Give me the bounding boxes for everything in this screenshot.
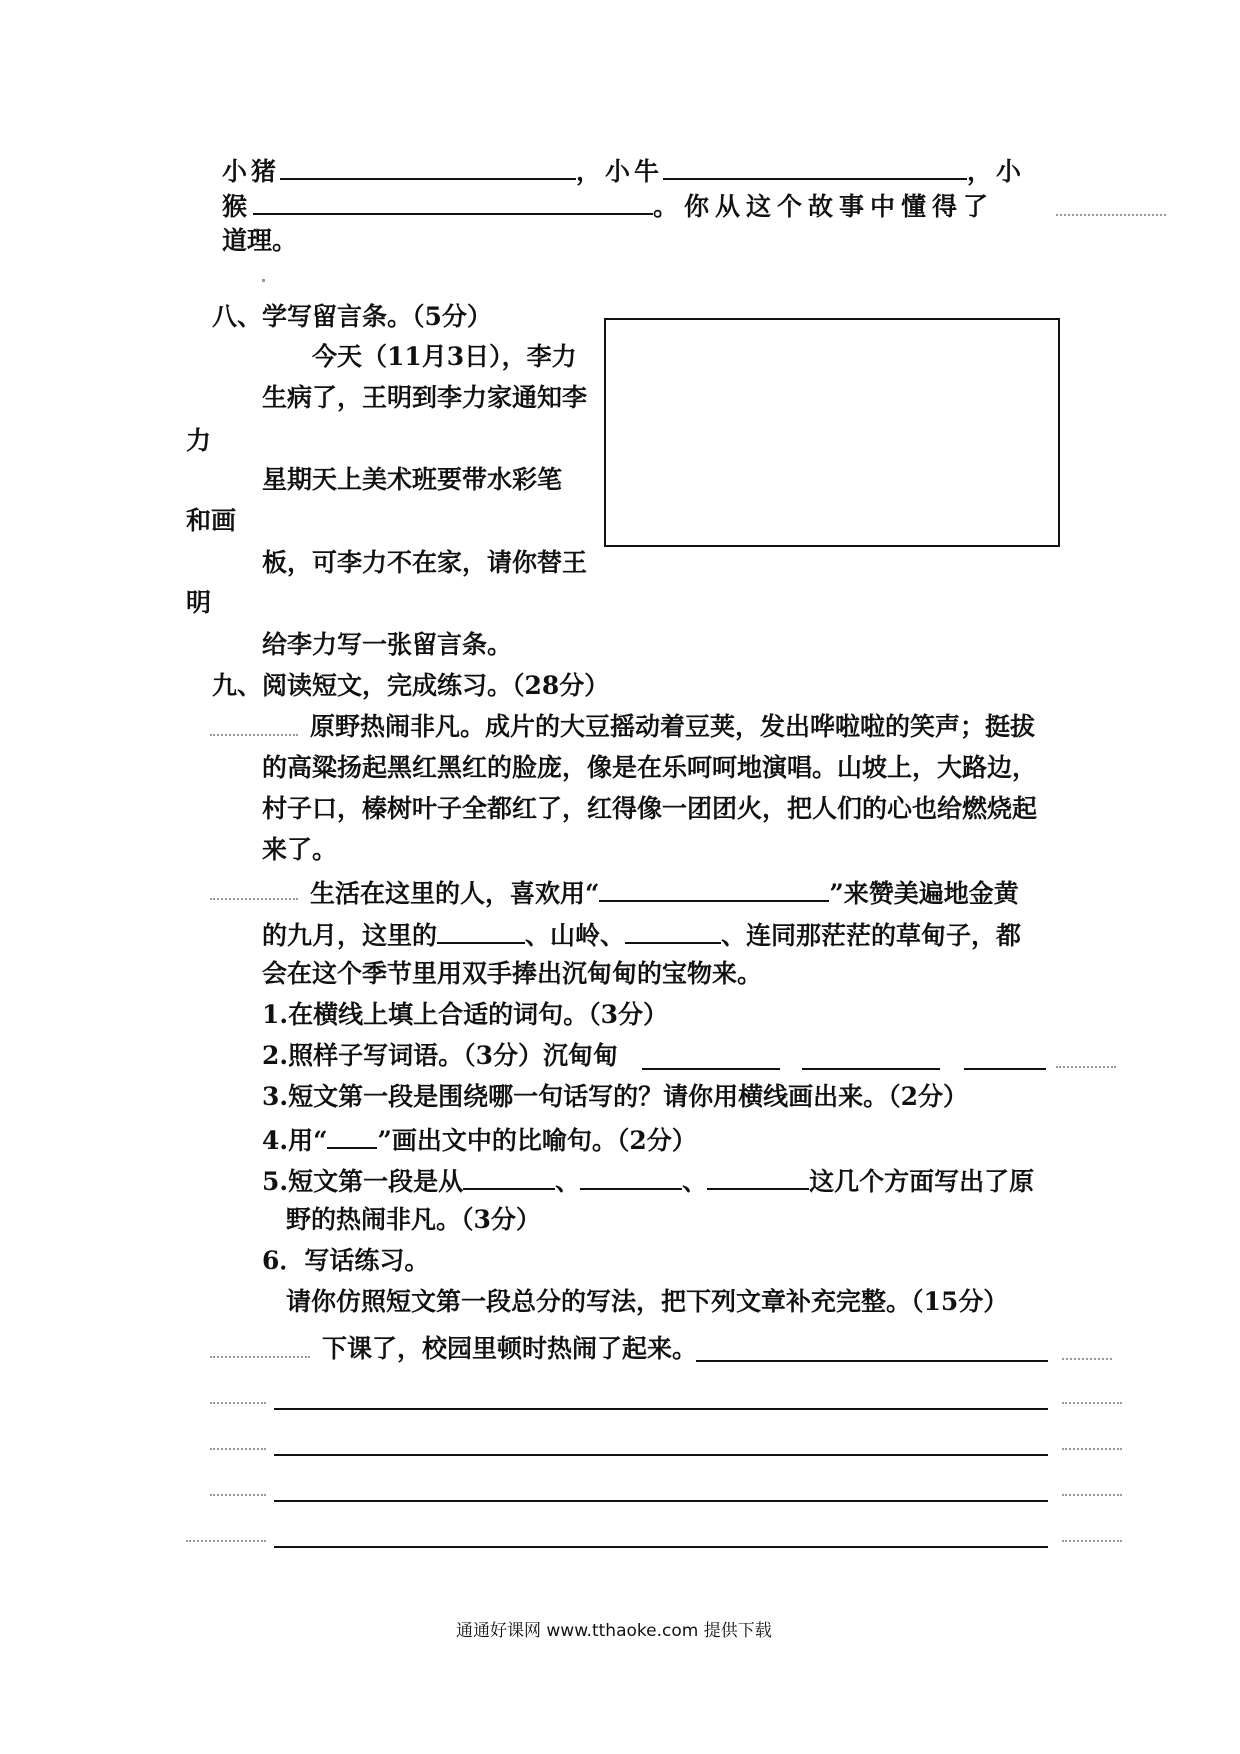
answer-blank[interactable] bbox=[253, 187, 653, 215]
dotted-guide bbox=[210, 898, 298, 900]
exercise-text: 2.照样子写词语。（3分）沉甸甸 bbox=[262, 1041, 618, 1070]
exercise-4 bbox=[262, 1121, 697, 1158]
exercise-text: ”画出文中的比喻句。（2分） bbox=[377, 1126, 697, 1155]
q7-text: 猴 bbox=[222, 192, 254, 221]
dotted-guide bbox=[1062, 1402, 1122, 1404]
passage-text: 、山岭、 bbox=[525, 921, 626, 950]
answer-blank[interactable] bbox=[663, 152, 967, 180]
q7-line-2 bbox=[222, 187, 994, 224]
q8-line: 明 bbox=[186, 588, 212, 617]
passage-line bbox=[310, 874, 1019, 911]
passage-line: 会在这个季节里用双手捧出沉甸甸的宝物来。 bbox=[262, 959, 763, 988]
dotted-guide bbox=[210, 1448, 266, 1450]
answer-blank[interactable] bbox=[642, 1068, 780, 1070]
q8-line: 生病了，王明到李力家通知李 bbox=[262, 383, 588, 412]
q8-heading: 八、学写留言条。（5分） bbox=[212, 302, 492, 331]
dotted-guide bbox=[210, 1494, 266, 1496]
exercise-5-cont: 野的热闹非凡。（3分） bbox=[286, 1205, 541, 1234]
q8-line: 和画 bbox=[186, 506, 237, 535]
exercise-text: 4.用“ bbox=[262, 1126, 328, 1155]
writing-line[interactable] bbox=[274, 1500, 1048, 1502]
passage-line bbox=[262, 916, 1021, 953]
exercise-1: 1.在横线上填上合适的词句。（3分） bbox=[262, 1000, 668, 1029]
writing-line[interactable] bbox=[274, 1454, 1048, 1456]
passage-text: ”来赞美遍地金黄 bbox=[829, 879, 1019, 908]
answer-blank[interactable] bbox=[625, 916, 721, 944]
answer-blank[interactable] bbox=[707, 1162, 809, 1190]
writing-line[interactable] bbox=[274, 1408, 1048, 1410]
dotted-guide bbox=[1056, 214, 1166, 216]
dotted-guide bbox=[210, 734, 298, 736]
footer-credit: 通通好课网 www.tthaoke.com 提供下载 bbox=[456, 1621, 772, 1641]
exercise-6: 6．写话练习。 bbox=[262, 1246, 430, 1275]
q8-line: 星期天上美术班要带水彩笔 bbox=[262, 465, 563, 494]
answer-blank[interactable] bbox=[599, 874, 829, 902]
dotted-guide bbox=[1062, 1448, 1122, 1450]
q7-text: ，小牛 bbox=[576, 157, 664, 186]
passage-line: 来了。 bbox=[262, 835, 338, 864]
exercise-text: 、 bbox=[555, 1167, 581, 1196]
q7-text: 小猪 bbox=[222, 157, 281, 186]
scan-speck bbox=[262, 279, 265, 282]
answer-blank[interactable] bbox=[802, 1068, 940, 1070]
answer-blank bbox=[327, 1121, 377, 1149]
q7-text: ，小 bbox=[967, 157, 1026, 186]
passage-text: 生活在这里的人，喜欢用“ bbox=[310, 879, 600, 908]
exercise-text: 、 bbox=[682, 1167, 708, 1196]
answer-blank[interactable] bbox=[280, 152, 576, 180]
writing-line[interactable] bbox=[274, 1546, 1048, 1548]
dotted-guide bbox=[1062, 1358, 1112, 1360]
answer-blank[interactable] bbox=[964, 1068, 1046, 1070]
q8-line: 板，可李力不在家，请你替王 bbox=[262, 548, 588, 577]
writing-line[interactable] bbox=[696, 1360, 1048, 1362]
q8-line: 力 bbox=[186, 426, 212, 455]
answer-blank[interactable] bbox=[580, 1162, 682, 1190]
dotted-guide bbox=[1062, 1540, 1122, 1542]
passage-line: 的高粱扬起黑红黑红的脸庞，像是在乐呵呵地演唱。山坡上，大路边， bbox=[262, 753, 1038, 782]
q7-line-1 bbox=[222, 152, 1025, 189]
dotted-guide bbox=[1062, 1494, 1122, 1496]
dotted-guide bbox=[1056, 1066, 1116, 1068]
passage-text: 的九月，这里的 bbox=[262, 921, 438, 950]
message-box[interactable] bbox=[604, 318, 1060, 547]
q8-line: 今天（11月3日），李力 bbox=[312, 342, 577, 371]
q7-line-3: 道理。 bbox=[222, 226, 298, 255]
exercise-3: 3.短文第一段是围绕哪一句话写的？请你用横线画出来。（2分） bbox=[262, 1082, 968, 1111]
dotted-guide bbox=[210, 1402, 266, 1404]
exercise-5 bbox=[262, 1162, 1034, 1199]
exercise-text: 5.短文第一段是从 bbox=[262, 1167, 464, 1196]
passage-line: 村子口，榛树叶子全都红了，红得像一团团火，把人们的心也给燃烧起 bbox=[262, 794, 1038, 823]
passage-line: 原野热闹非凡。成片的大豆摇动着豆荚，发出哗啦啦的笑声；挺拔 bbox=[310, 712, 1036, 741]
exercise-6-prompt: 请你仿照短文第一段总分的写法，把下列文章补充完整。（15分） bbox=[286, 1287, 1009, 1316]
q7-text: 。你从这个故事中懂得了 bbox=[653, 192, 995, 221]
passage-text: 、连同那茫茫的草甸子，都 bbox=[721, 921, 1022, 950]
exercise-text: 这几个方面写出了原 bbox=[809, 1167, 1035, 1196]
dotted-guide bbox=[210, 1356, 310, 1358]
q9-heading: 九、阅读短文，完成练习。（28分） bbox=[212, 671, 610, 700]
dotted-guide bbox=[186, 1540, 266, 1542]
exercise-2 bbox=[262, 1039, 618, 1073]
answer-blank[interactable] bbox=[463, 1162, 555, 1190]
writing-start: 下课了，校园里顿时热闹了起来。 bbox=[322, 1334, 698, 1363]
answer-blank[interactable] bbox=[437, 916, 525, 944]
q8-line: 给李力写一张留言条。 bbox=[262, 630, 513, 659]
